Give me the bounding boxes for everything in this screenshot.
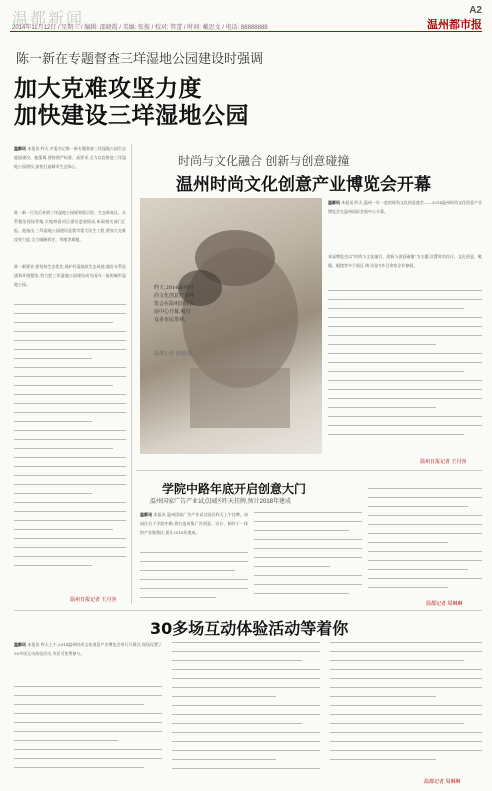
expo-story-column [328,198,482,456]
school-signoff: 温都记者 周琳琳 [426,601,463,607]
expo-text-2: 本届博览会以“时尚与文化融合、创新与创意碰撞”为主题,设置时尚设计、文化创意、鞋服、眼镜等多个展区,吸引国内外百余家企业参展。 [328,254,482,268]
section-name: 温都新闻 [12,9,85,28]
main-lead-author: 温都讯 [14,146,27,151]
expo-text-filler [328,288,482,448]
main-text-2: 陈一新一行先后来到三垟湿地公园规划展示馆、生态修复区、水系整治现场等地,实地察看项目建设进展情况,听取相关部门汇报。他指出,三垟湿地公园建设是我市重大民生工程,要加大克难攻坚力度,全力破解拆迁、用地等难题。 [14,210,126,242]
school-lead-author: 温都讯 [140,512,153,517]
school-column-2 [254,510,362,606]
school-text-1: 本报讯 温州国家广告产业试点园区昨天上午挂牌。该园区位于学院中路,将打造成集广告创意、设计、制作于一体的产业集聚区,预计2018年建成。 [140,512,248,535]
expo-photo [140,198,322,454]
school-kicker: 学院中路年底开启创意大门 [162,482,307,496]
dateline: 2014年11月12日 / 星期三 / 编辑: 邵晓霞 / 美编: 张俊 / 校对: 管蕾 / 时间: 戴思文 / 电话: 88888888 [12,25,268,31]
main-kicker: 陈一新在专题督查三垟湿地公园建设时强调 [16,51,264,66]
school-column-1 [140,510,248,606]
page-number: A2 [469,5,482,16]
column-divider [131,144,132,604]
main-text-filler [14,302,126,592]
paper-name: 温州都市报 [427,19,482,31]
expo-kicker: 时尚与文化融合 创新与创意碰撞 [178,154,350,168]
activity-signoff: 温都记者 周琳琳 [424,779,461,785]
main-text-3: 陈一新要求,要坚持生态优先,保护好湿地原生态风貌,做好水系连通和环境整治,努力把三垟湿地公园建设成为国内一流的城市湿地公园。 [14,264,126,287]
activity-column-3 [330,640,482,780]
expo-headline: 温州时尚文化创意产业博览会开幕 [176,175,431,195]
main-headline-1: 加大克难攻坚力度 [14,76,202,102]
expo-signoff: 温州日报记者 王丹容 [420,459,467,465]
section-divider [136,470,482,471]
expo-photo-image [140,198,322,454]
school-column-3 [368,486,482,598]
main-signoff: 温州日报记者 王丹容 [70,597,117,603]
activity-text-1: 本报讯 昨天上午,2014温州时尚文化创意产业博览会举行开幕式,现场设置了30多场互动体验活动,市民可免费参与。 [14,642,162,656]
masthead-divider [10,31,482,32]
main-text-1: 本报讯 昨天,市委书记陈一新专题督查三垟湿地公园生态庭园建设。他强调,要按照严标准、高要求,全力以赴推进三垟湿地公园建设,加快打造城市生态绿心。 [14,146,126,169]
main-headline-2: 加快建设三垟湿地公园 [14,103,249,129]
expo-lead-author: 温都讯 [328,200,340,205]
activity-text-filler-1 [14,684,162,774]
photo-caption: 昨天,2014温州时尚文化创意产业博览会在温州国际会展中心开幕,吸引众多市民参观。 [154,285,195,323]
school-text-filler-1 [140,550,248,604]
school-subhead: 温州国家广告产业试点园区昨天挂牌,预计2018年建成 [150,499,292,505]
main-story-column [14,144,126,592]
bottom-divider [14,610,482,611]
activity-column-1 [14,640,162,780]
activity-headline: 30多场互动体验活动等着你 [150,619,349,638]
activity-column-2 [172,640,320,780]
activity-lead-author: 温都讯 [14,642,27,647]
photo-credit: 温都记者 黄微/摄 [154,351,193,357]
expo-text-1: 本报讯 昨天,温州一年一度的时尚文化创意盛会——2014温州时尚文化创意产业博览会在温州国际会展中心开幕。 [328,200,482,214]
